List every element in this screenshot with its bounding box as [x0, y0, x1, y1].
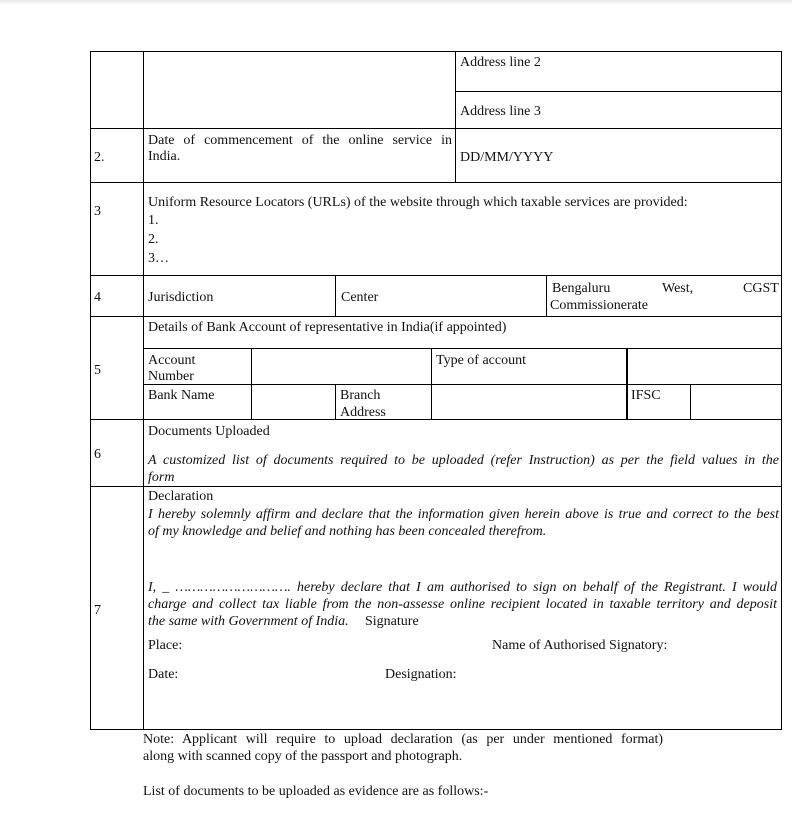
documents-list-intro: List of documents to be uploaded as evidence are as follows:-: [143, 784, 489, 799]
row-2-label-line2: India.: [148, 149, 181, 164]
declaration-heading: Declaration: [148, 489, 214, 504]
ifsc-field[interactable]: [691, 385, 781, 419]
documents-text-line2: form: [148, 470, 175, 485]
affirm-text-line1: I hereby solemnly affirm and declare that the information given herein above is true and correct to the best: [148, 507, 779, 522]
url-item-2[interactable]: 2.: [148, 232, 159, 247]
branch-address-label-line1: Branch: [340, 388, 381, 403]
address-line-2: Address line 2: [460, 55, 541, 70]
row-2-number: 2.: [94, 150, 105, 165]
documents-uploaded-heading: Documents Uploaded: [148, 424, 270, 439]
commissionerate-word-1: Bengaluru: [552, 281, 611, 296]
authorised-signatory-label: Name of Authorised Signatory:: [492, 638, 668, 653]
commissionerate-line2: Commissionerate: [550, 298, 648, 313]
branch-address-field[interactable]: [432, 385, 626, 419]
note-line2: along with scanned copy of the passport and photograph.: [143, 749, 463, 764]
declaration-text-line2: charge and collect tax liable from the non-assesse online recipient located in taxable territory and deposit: [148, 597, 777, 612]
type-of-account-field[interactable]: [628, 349, 781, 384]
branch-address-label-line2: Address: [340, 405, 386, 420]
note-line1: Note: Applicant will require to upload declaration (as per under mentioned format): [143, 732, 663, 747]
bank-details-heading: Details of Bank Account of representative in India(if appointed): [148, 320, 507, 335]
urls-label: Uniform Resource Locators (URLs) of the website through which taxable services are provided:: [148, 195, 688, 210]
url-item-3[interactable]: 3…: [148, 251, 169, 266]
row-3-number: 3: [94, 204, 101, 219]
commissionerate-word-2: West,: [662, 281, 694, 296]
row-7-number: 7: [94, 603, 101, 618]
commissionerate-word-3: CGST: [743, 281, 779, 296]
jurisdiction-label: Jurisdiction: [148, 290, 214, 305]
account-number-label-line2: Number: [148, 369, 194, 384]
declaration-text-line3: the same with Government of India.: [148, 614, 349, 629]
ifsc-label: IFSC: [631, 388, 661, 403]
declaration-text-line1: I, _ ………………………. hereby declare that I am authorised to sign on behalf of the Registrant. I would: [148, 580, 777, 595]
bank-name-field[interactable]: [252, 385, 335, 419]
place-label: Place:: [148, 638, 183, 653]
row-4-number: 4: [94, 290, 101, 305]
account-number-field[interactable]: [252, 349, 431, 384]
address-line-3: Address line 3: [460, 104, 541, 119]
signature-label: Signature: [365, 614, 419, 629]
row-2-label-line1: Date of commencement of the online service in: [148, 133, 452, 148]
center-label: Center: [341, 290, 379, 305]
account-number-label-line1: Account: [148, 353, 196, 368]
url-item-1[interactable]: 1.: [148, 213, 159, 228]
documents-text-line1: A customized list of documents required to be uploaded (refer Instruction) as per the field values in the: [148, 453, 779, 468]
commencement-date-field[interactable]: DD/MM/YYYY: [460, 150, 554, 165]
type-of-account-label: Type of account: [436, 353, 526, 368]
bank-name-label: Bank Name: [148, 388, 215, 403]
affirm-text-line2: of my knowledge and belief and nothing has been concealed therefrom.: [148, 524, 547, 539]
date-label: Date:: [148, 667, 179, 682]
designation-label: Designation:: [385, 667, 457, 682]
row-5-number: 5: [94, 363, 101, 378]
row-6-number: 6: [94, 447, 101, 462]
